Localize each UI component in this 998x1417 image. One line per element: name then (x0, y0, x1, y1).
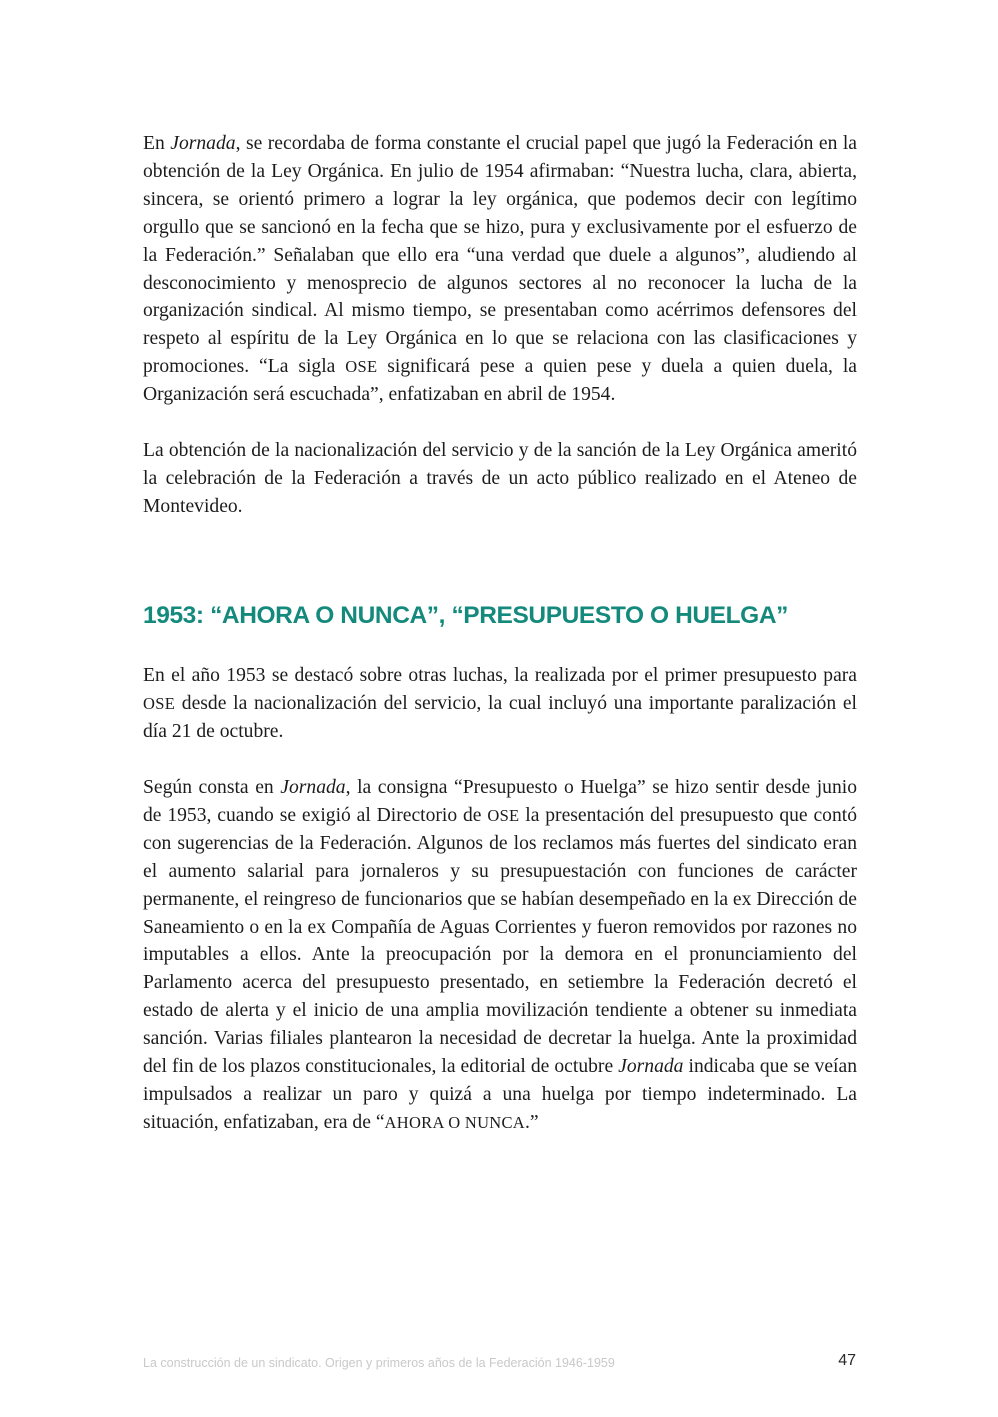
paragraph-4 (143, 774, 857, 1137)
slogan-ahora-o-nunca: AHORA O NUNCA (384, 1112, 526, 1132)
acronym-ose: OSE (487, 805, 520, 825)
publication-name-jornada: Jornada (280, 777, 346, 798)
page-number: 47 (838, 1352, 856, 1369)
paragraph-3 (143, 662, 857, 746)
acronym-ose: OSE (345, 357, 378, 377)
section-heading: 1953: “AHORA O NUNCA”, “PRESUPUESTO O HUELGA” (143, 602, 788, 629)
paragraph-3-text-c: desde la nacionalización del servicio, la cual incluyó una importante paralización el día 21 de octubre. (143, 692, 857, 742)
publication-name-jornada: Jornada (170, 133, 236, 154)
paragraph-4-text-i: .” (525, 1111, 539, 1133)
paragraph-1-text-e: significará pese a quien pese y duela a quien duela, la Organización será escuchada”, enfatizaban en abril de 1954. (143, 356, 857, 406)
paragraph-1-text-a: En (143, 133, 171, 154)
paragraph-1-text-c: , se recordaba de forma constante el crucial papel que jugó la Federación en la obtención de la Ley Orgánica. En julio de 1954 afirmaban: “Nuestra lucha, clara, abierta, sincera, se orientó primero a lograr la ley orgánica, que podemos decir con legítimo orgullo que se sancionó en la fecha que se hizo, pura y exclusivamente por el esfuerzo de la Federación.” Señalaban que ello era “una verdad que duele a algunos”, aludiendo al desconocimiento y menosprecio de algunos sectores al no reconocer la lucha de la organización sindical. Al mismo tiempo, se presentaban como acérrimos defensores del respeto al espíritu de la Ley Orgánica en lo que se relaciona con las clasificaciones y promociones. “La sigla (143, 133, 857, 378)
paragraph-4-text-g: indicaba que se veían impulsados a realizar un paro y quizá a una huelga por tiempo indeterminado. La situación, enfatizaban, era de “ (143, 1056, 857, 1133)
footer-running-title: La construcción de un sindicato. Origen y primeros años de la Federación 1946-1959 (143, 1356, 615, 1370)
publication-name-jornada: Jornada (618, 1056, 684, 1078)
acronym-ose: OSE (143, 693, 176, 713)
paragraph-4-text-c: , la consigna “Presupuesto o Huelga” se hizo sentir desde junio de 1953, cuando se exigió al Directorio de (143, 777, 858, 826)
paragraph-4-text-e: la presentación del presupuesto que contó con sugerencias de la Federación. Algunos de los reclamos más fuertes del sindicato eran el aumento salarial para jornaleros y su presupuestación con funciones de carácter permanente, el reingreso de funcionarios que se habían desempeñado en la ex Dirección de Saneamiento o en la ex Compañía de Aguas Corrientes y fueron removidos por razones no imputables a ellos. Ante la preocupación por la demora en el pronunciamiento del Parlamento acerca del presupuesto presentado, en setiembre la Federación decretó el estado de alerta y el inicio de una amplia movilización tendiente a obtener su inmediata sanción. Varias filiales plantearon la necesidad de decretar la huelga. Ante la proximidad del fin de los plazos constitucionales, la editorial de octubre (143, 804, 858, 1078)
paragraph-3-text-a: En el año 1953 se destacó sobre otras luchas, la realizada por el primer presupuesto para (143, 665, 857, 686)
paragraph-4-text-a: Según consta en (143, 777, 281, 798)
paragraph-2: La obtención de la nacionalización del servicio y de la sanción de la Ley Orgánica ameritó la celebración de la Federación a través de un acto público realizado en el Ateneo de Montevideo. (143, 440, 857, 517)
paragraph-1 (143, 130, 857, 409)
